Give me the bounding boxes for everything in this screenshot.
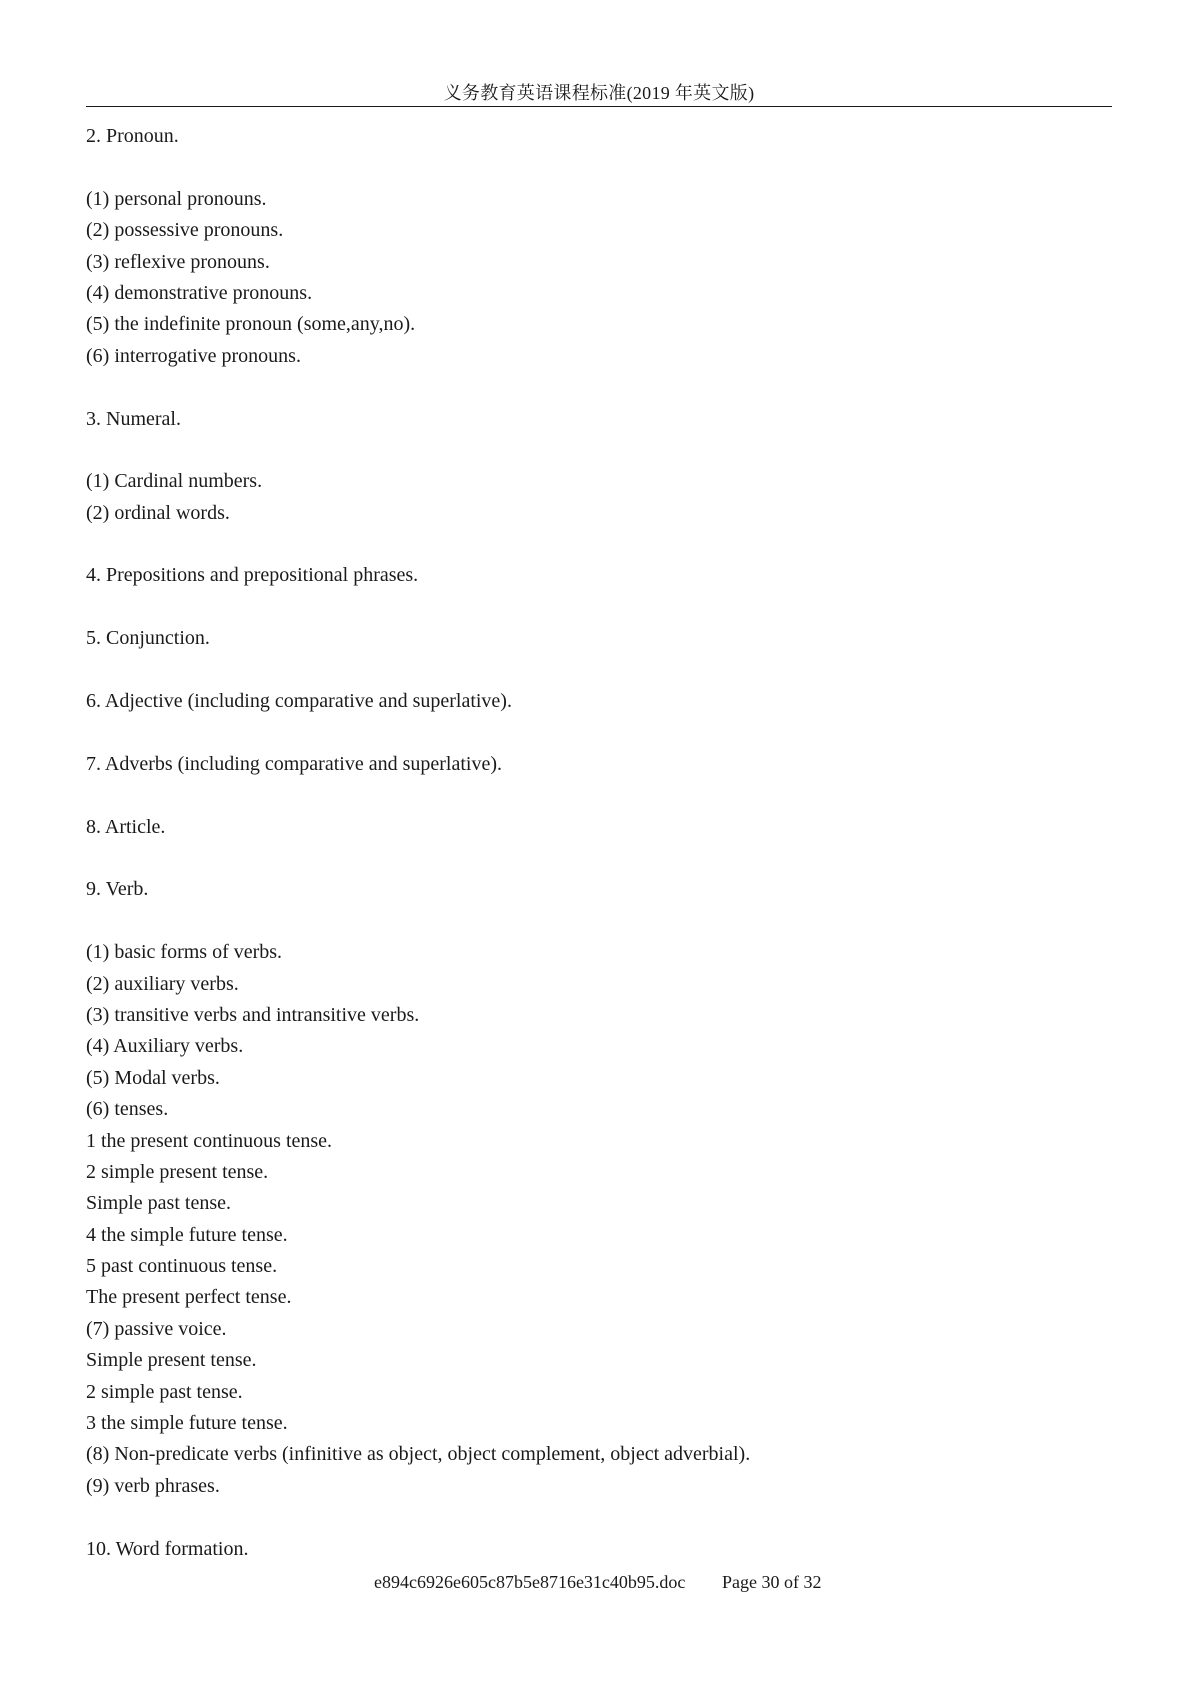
document-body bbox=[86, 121, 1112, 1565]
blank-line bbox=[86, 780, 1112, 811]
text-line: 10. Word formation. bbox=[86, 1537, 249, 1560]
text-line: (4) Auxiliary verbs. bbox=[86, 1035, 244, 1058]
text-line: 4. Prepositions and prepositional phrases. bbox=[86, 564, 419, 587]
text-line: (7) passive voice. bbox=[86, 1317, 227, 1340]
header-divider bbox=[86, 106, 1112, 107]
text-line: 2 simple past tense. bbox=[86, 1380, 243, 1403]
text-line: 8. Article. bbox=[86, 815, 166, 838]
blank-line bbox=[86, 529, 1112, 560]
text-line: 1 the present continuous tense. bbox=[86, 1129, 333, 1152]
text-line: (6) tenses. bbox=[86, 1098, 169, 1121]
blank-line bbox=[86, 372, 1112, 403]
blank-line bbox=[86, 1502, 1112, 1533]
text-line: (2) ordinal words. bbox=[86, 501, 230, 524]
text-line: (6) interrogative pronouns. bbox=[86, 344, 301, 367]
blank-line bbox=[86, 843, 1112, 874]
text-line: Simple past tense. bbox=[86, 1192, 231, 1215]
blank-line bbox=[86, 435, 1112, 466]
text-line: (9) verb phrases. bbox=[86, 1474, 220, 1497]
text-line: (5) the indefinite pronoun (some,any,no). bbox=[86, 313, 416, 336]
blank-line bbox=[86, 592, 1112, 623]
text-line: The present perfect tense. bbox=[86, 1286, 292, 1309]
blank-line bbox=[86, 906, 1112, 937]
footer-filename: e894c6926e605c87b5e8716e31c40b95.doc bbox=[374, 1572, 686, 1592]
text-line: (3) transitive verbs and intransitive verbs. bbox=[86, 1003, 420, 1026]
text-line: 2 simple present tense. bbox=[86, 1160, 269, 1183]
text-line: 4 the simple future tense. bbox=[86, 1223, 288, 1246]
text-line: (2) auxiliary verbs. bbox=[86, 972, 239, 995]
text-line: 6. Adjective (including comparative and superlative). bbox=[86, 690, 512, 713]
blank-line bbox=[86, 655, 1112, 686]
text-line: 7. Adverbs (including comparative and superlative). bbox=[86, 752, 502, 775]
text-line: (4) demonstrative pronouns. bbox=[86, 281, 313, 304]
text-line: (1) personal pronouns. bbox=[86, 187, 267, 210]
text-line: 3 the simple future tense. bbox=[86, 1412, 288, 1435]
text-line: (1) basic forms of verbs. bbox=[86, 941, 283, 964]
text-line: 5. Conjunction. bbox=[86, 627, 210, 650]
text-line: (1) Cardinal numbers. bbox=[86, 470, 263, 493]
text-line: (5) Modal verbs. bbox=[86, 1066, 220, 1089]
blank-line bbox=[86, 152, 1112, 183]
text-line: 9. Verb. bbox=[86, 878, 149, 901]
text-line: 5 past continuous tense. bbox=[86, 1255, 278, 1278]
page-header-title: 义务教育英语课程标准(2019 年英文版) bbox=[443, 83, 755, 103]
text-line: 3. Numeral. bbox=[86, 407, 181, 430]
text-line: (2) possessive pronouns. bbox=[86, 219, 284, 242]
text-line: Simple present tense. bbox=[86, 1349, 257, 1372]
page-footer bbox=[0, 1570, 1191, 1594]
text-line: (3) reflexive pronouns. bbox=[86, 250, 270, 273]
text-line: 2. Pronoun. bbox=[86, 125, 179, 147]
footer-page-number: Page 30 of 32 bbox=[722, 1572, 822, 1592]
blank-line bbox=[86, 717, 1112, 748]
text-line: (8) Non-predicate verbs (infinitive as object, object complement, object adverbial). bbox=[86, 1443, 751, 1466]
